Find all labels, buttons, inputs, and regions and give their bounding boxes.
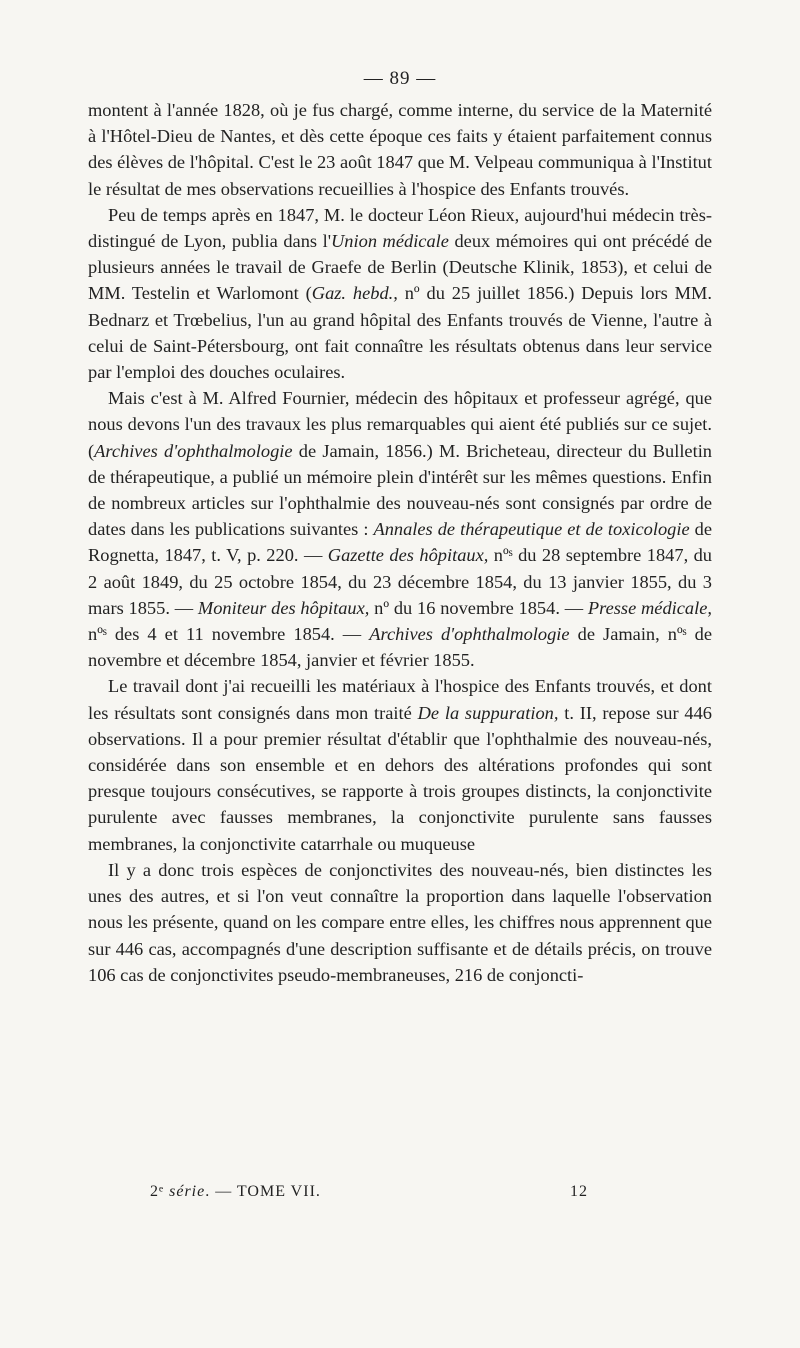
text-run: de Jamain, nºˢ de novembre et décembre 1854, janvier et février 1855.: [88, 624, 712, 671]
italic-citation: Gaz. hebd.,: [311, 283, 398, 304]
text-run: deux mémoires qui ont précédé de plusieurs années le travail de Graefe de Berlin (Deutsche Klinik, 1853), et celui de MM. Testelin et Warlomont (: [88, 231, 713, 304]
italic-citation: Presse médicale,: [587, 597, 713, 618]
series-prefix: 2ᵉ: [150, 1183, 170, 1200]
text-run: nºˢ du 28 septembre 1847, du 2 août 1849, du 25 octobre 1854, du 23 décembre 1854, du 13 janvier 1855, du 3 mars 1855. —: [88, 545, 713, 618]
series-volume-line: [150, 1183, 321, 1201]
italic-citation: Archives d'ophthalmologie: [94, 440, 293, 461]
text-run: Le travail dont j'ai recueilli les matériaux à l'hospice des Enfants trouvés, et dont les résultats sont consignés dans mon traité: [88, 676, 712, 723]
series-word: série: [169, 1183, 206, 1200]
italic-citation: De la suppuration,: [417, 702, 559, 723]
italic-citation: Annales de thérapeutique et de toxicologie: [373, 519, 690, 540]
text-run: de Rognetta, 1847, t. V, p. 220. —: [88, 519, 712, 566]
body-text: [88, 97, 712, 988]
italic-citation: Moniteur des hôpitaux,: [197, 597, 370, 618]
page-number: — 89 —: [363, 68, 437, 89]
italic-citation: Gazette des hôpitaux,: [327, 545, 489, 566]
text-run: nº du 16 novembre 1854. —: [369, 597, 588, 618]
text-run: Mais c'est à M. Alfred Fournier, médecin des hôpitaux et professeur agrégé, que nous devons l'un des travaux les plus remarquables qui aient été publiés sur ce sujet. (: [88, 388, 712, 461]
paragraph: [88, 385, 712, 673]
tome-label: . — TOME VII.: [205, 1183, 321, 1200]
signature-mark: 12: [570, 1183, 588, 1200]
paragraph: [88, 857, 712, 988]
text-run: de Jamain, 1856.) M. Bricheteau, directeur du Bulletin de thérapeutique, a publié un mémoire plein d'intérêt sur les mêmes questions. Enfin de nombreux articles sur l'ophthalmie des nouveau-nés sont consignés par ordre de dates dans les publications suivantes :: [88, 440, 713, 540]
text-run: Il y a donc trois espèces de conjonctivites des nouveau-nés, bien distinctes les unes des autres, et si l'on veut connaître la proportion dans laquelle l'observation nous les présente, quand on les compare entre elles, les chiffres nous apprennent que sur 446 cas, accompagnés d'une description suffisante et de détails précis, on trouve 106 cas de conjonctivites pseudo-membraneuses, 216 de conjoncti-: [88, 859, 712, 985]
paragraph: [88, 673, 712, 856]
text-run: nºˢ des 4 et 11 novembre 1854. —: [88, 624, 370, 645]
paragraph: [88, 97, 712, 202]
text-run: t. II, repose sur 446 observations. Il a pour premier résultat d'établir que l'ophthalmie des nouveau-nés, considérée dans son ensemble et en dehors des altérations profondes qui sont presque toujours consécutives, se rapporte à trois groupes distincts, la conjonctivite purulente avec fausses membranes, la conjonctivite purulente sans fausses membranes, la conjonctivite catarrhale ou muqueuse: [88, 702, 712, 854]
paragraph: [88, 202, 712, 385]
text-run: Peu de temps après en 1847, M. le docteur Léon Rieux, aujourd'hui médecin très-distingué de Lyon, publia dans l': [88, 204, 712, 252]
italic-citation: Archives d'ophthalmologie: [369, 624, 570, 645]
text-run: montent à l'année 1828, où je fus chargé, comme interne, du service de la Maternité à l'Hôtel-Dieu de Nantes, et dès cette époque ces faits y étaient parfaitement connus des élèves de l'hôpital. C'est le 23 août 1847 que M. Velpeau communiqua à l'Institut le résultat de mes observations recueillies à l'hospice des Enfants trouvés.: [88, 100, 712, 199]
italic-citation: Union médicale: [331, 231, 449, 252]
text-run: nº du 25 juillet 1856.) Depuis lors MM. Bednarz et Trœbelius, l'un au grand hôpital des Enfants trouvés de Vienne, l'autre à celui de Saint-Pétersbourg, ont fait connaître les résultats obtenus dans leur service par l'emploi des douches oculaires.: [88, 283, 712, 383]
